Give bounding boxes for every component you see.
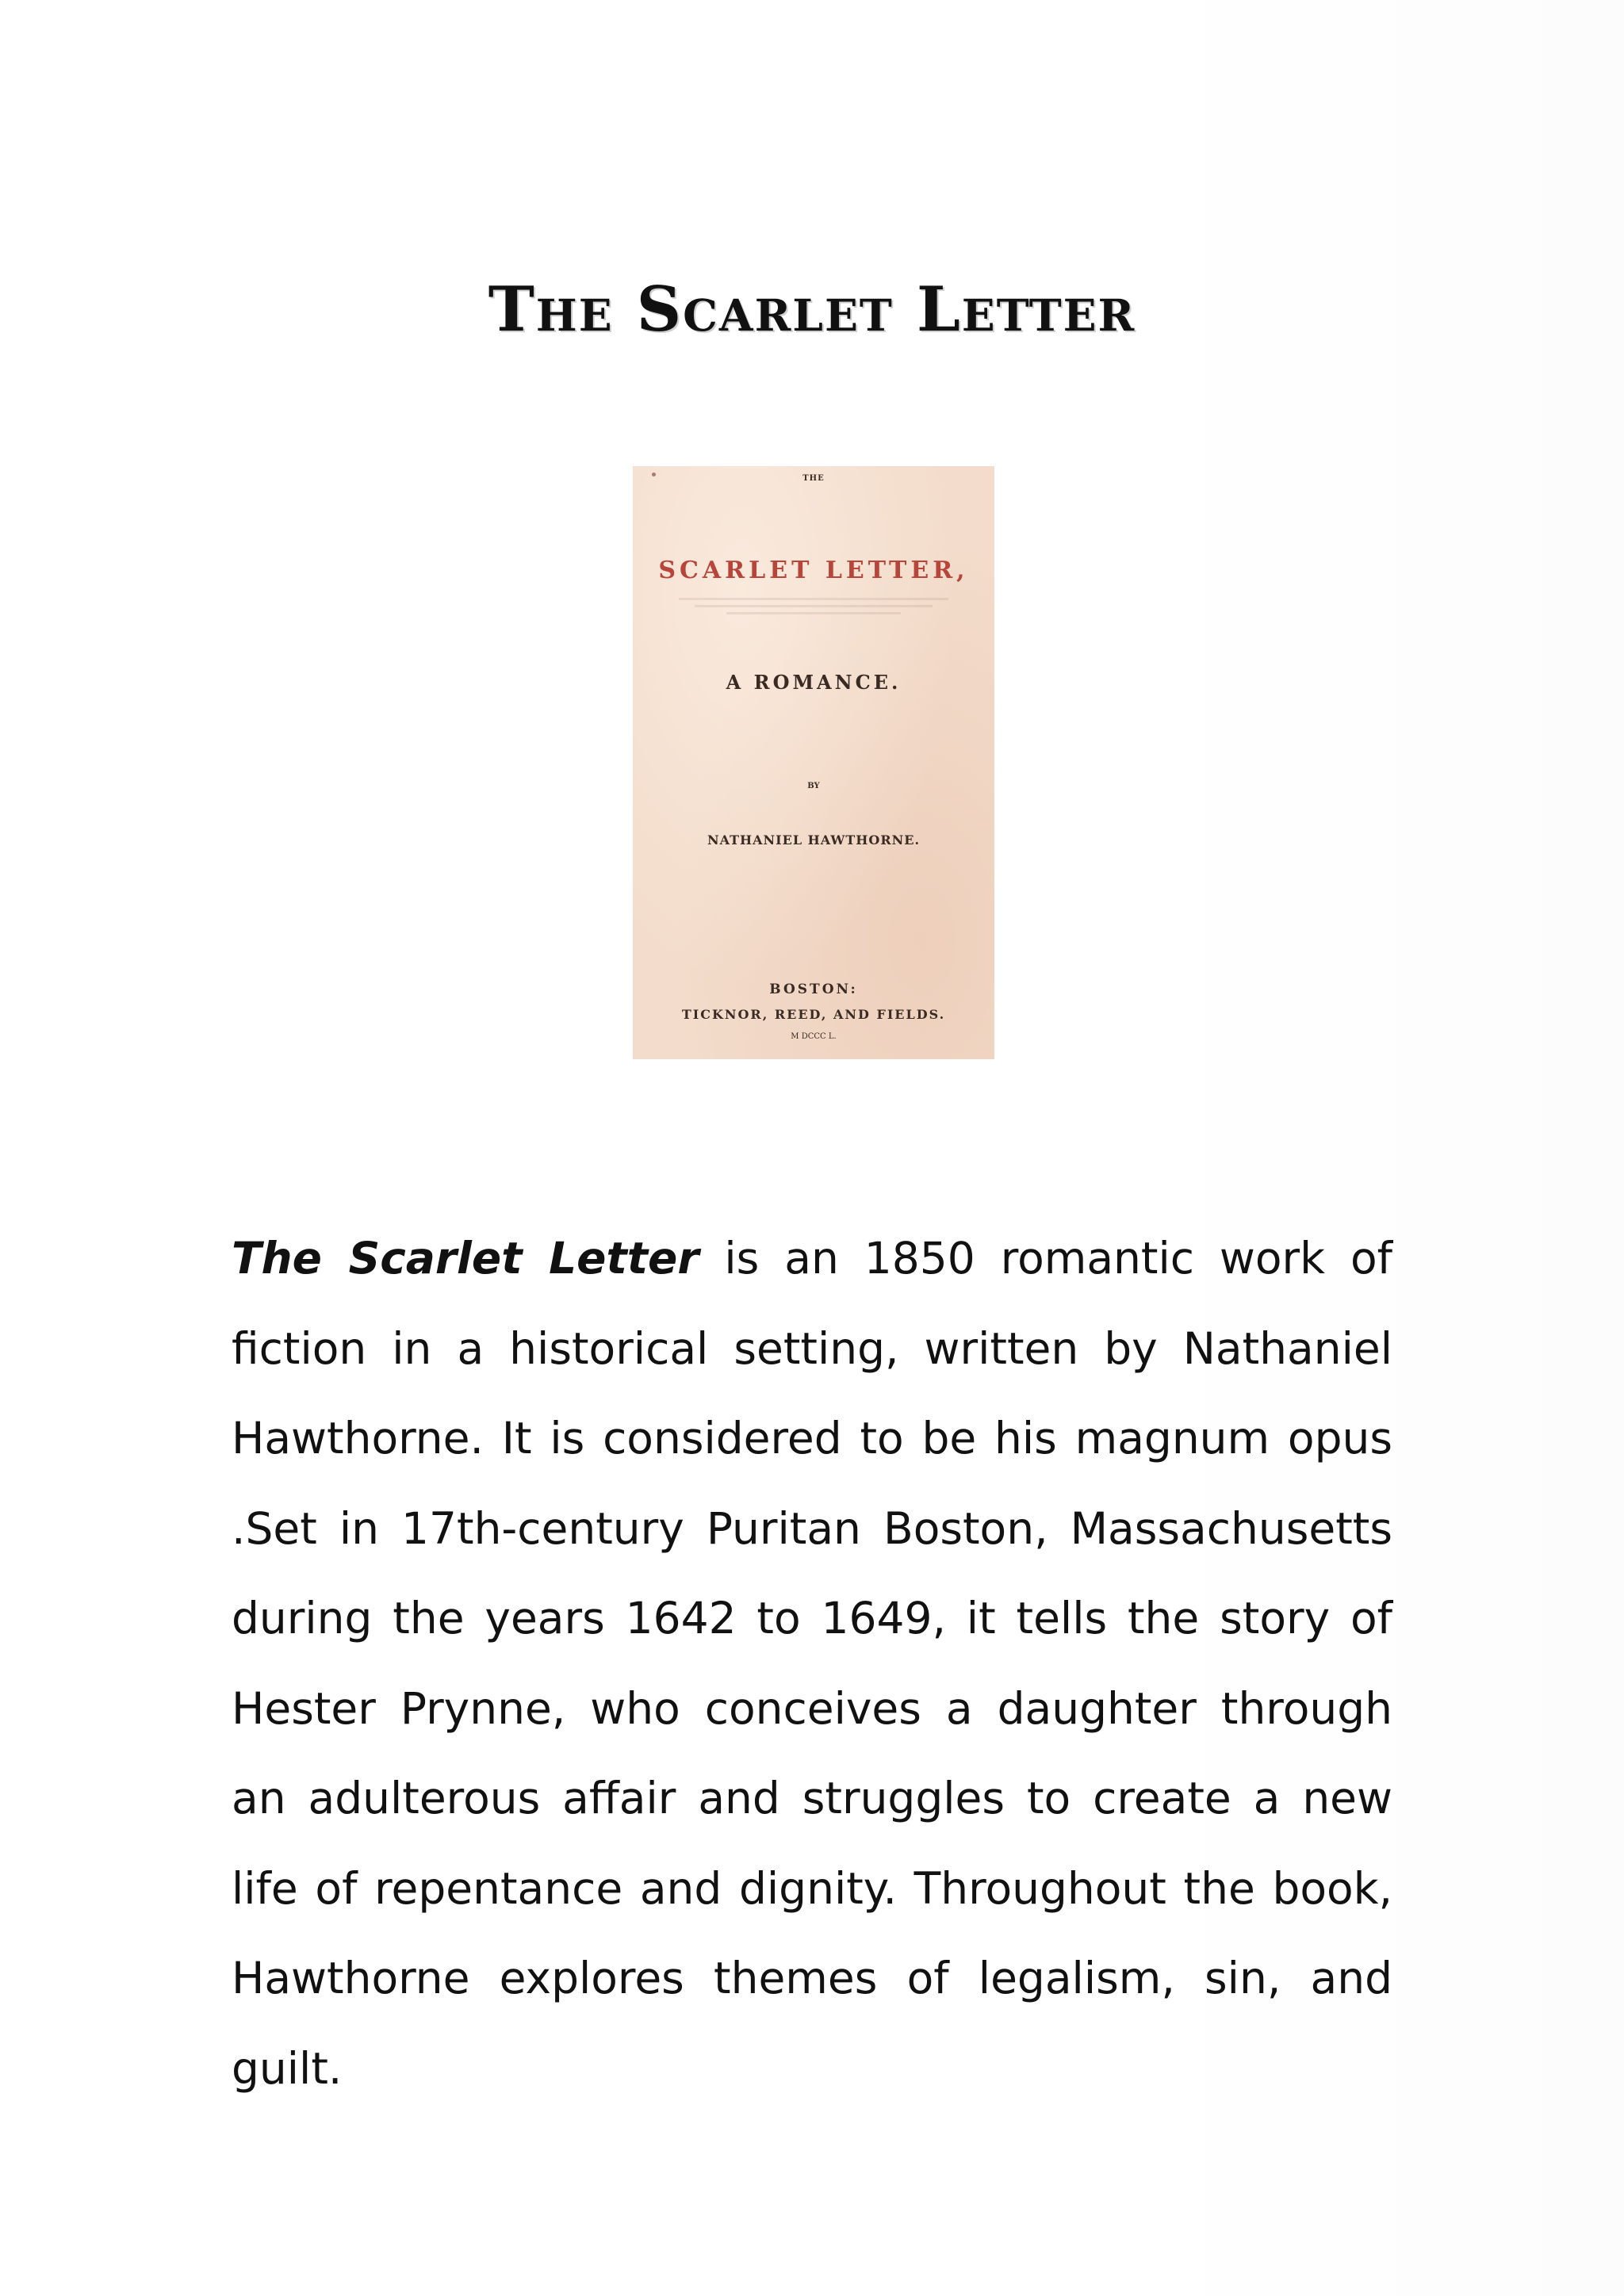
cover-by-text: BY	[807, 782, 820, 790]
cover-faint-lines	[633, 593, 994, 617]
cover-subtitle-text: A ROMANCE.	[726, 671, 902, 694]
cover-title-text: SCARLET LETTER,	[658, 557, 969, 584]
page-title: The Scarlet Letter	[488, 274, 1136, 346]
cover-place-text: BOSTON:	[769, 982, 858, 997]
cover-author-text: NATHANIEL HAWTHORNE.	[707, 832, 921, 848]
description-text: is an 1850 romantic work of fiction in a historical setting, written by Nathaniel Hawthorne. It is considered to be his magnum opus .Set in 17th-century Puritan Boston, Massachusetts during the years 1642 to 1649, it tells the story of Hester Prynne, who conceives a daughter through an adulterous affair and struggles to create a new life of repentance and dignity. Throughout the book, Hawthorne explores themes of legalism, sin, and guilt.	[232, 1233, 1392, 2094]
cover-the-text: THE	[802, 474, 825, 483]
book-name-emphasis: The Scarlet Letter	[232, 1233, 699, 1284]
cover-year-text: M DCCC L.	[791, 1032, 837, 1041]
book-cover-image	[633, 466, 994, 1059]
description-paragraph	[232, 1214, 1392, 2114]
cover-publisher-text: TICKNOR, REED, AND FIELDS.	[681, 1007, 946, 1022]
